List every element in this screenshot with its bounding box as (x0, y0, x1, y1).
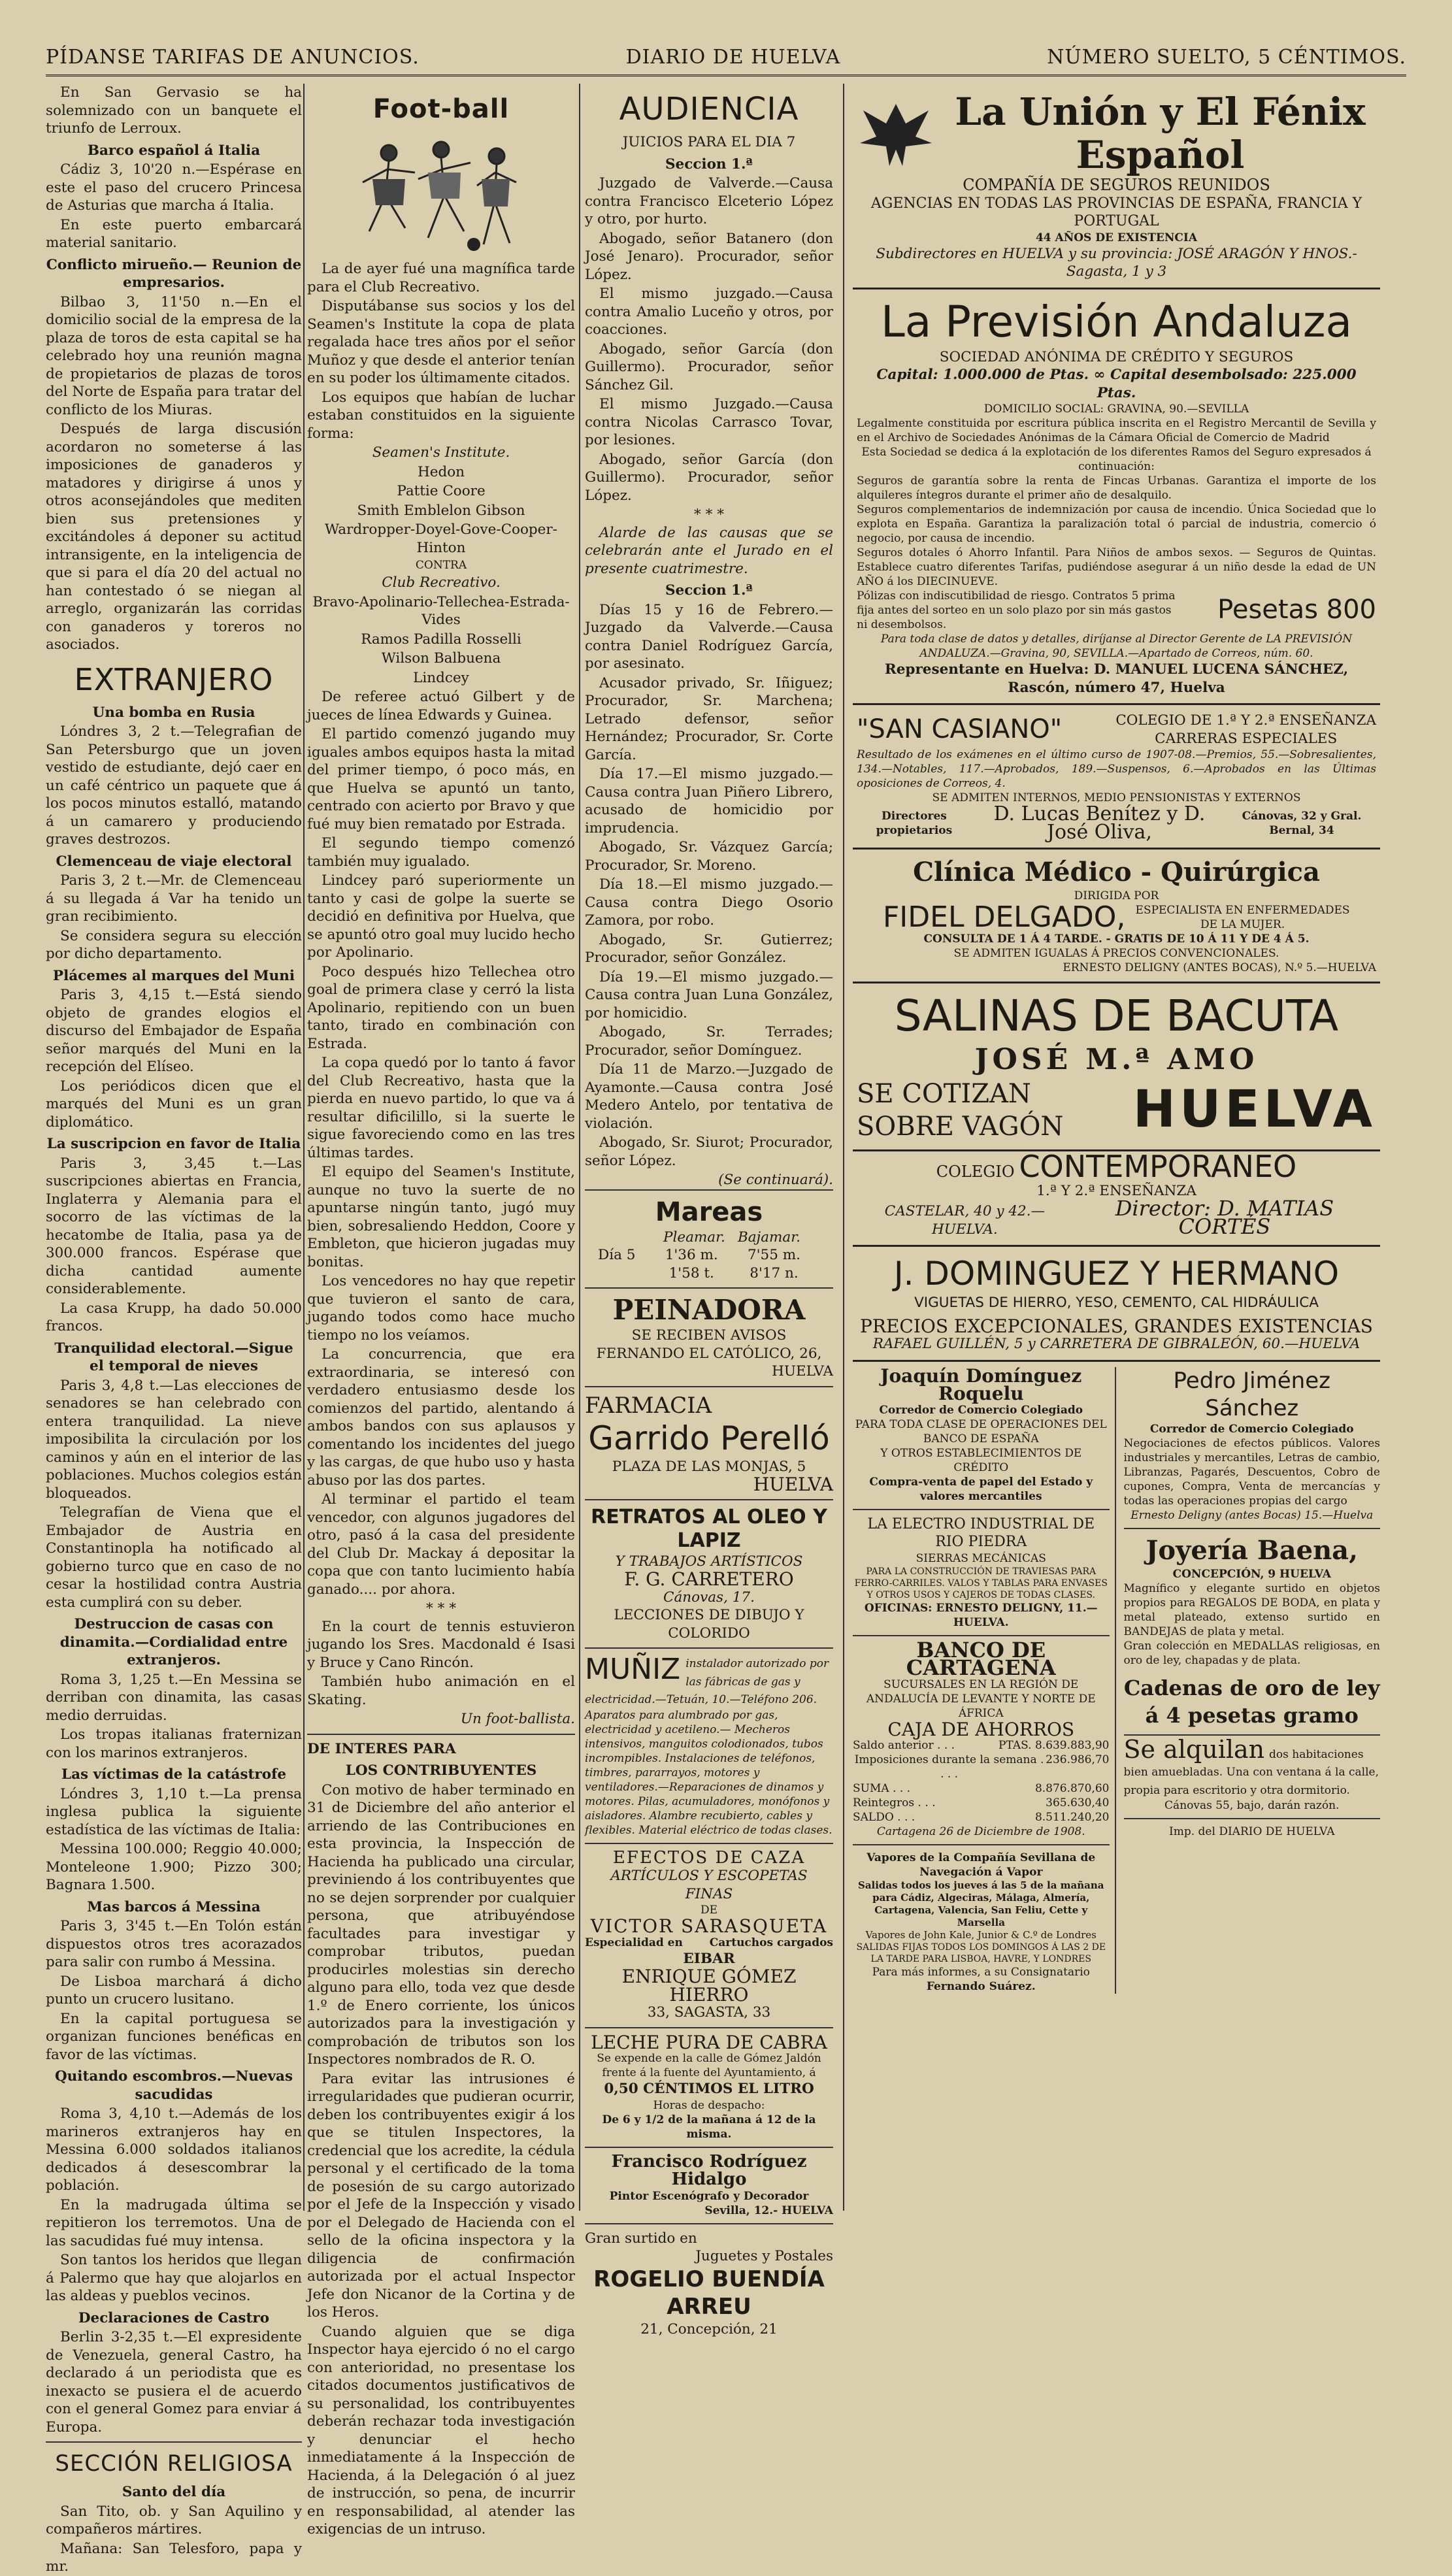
tides-row (585, 1246, 833, 1282)
article-text: Al terminar el partido el team vencedor, con algunos jugadores del otro, pasó á la casa del presidente del Club Dr. Mackay á depositar la copa que con tanto lucimiento había ganado.... por ahora. (307, 1491, 575, 1598)
ad-title: Joaquín Domínguez Roquelu (880, 1364, 1082, 1404)
ad-text: PARA LA CONSTRUCCIÓN DE TRAVIESAS PARA FERRO-CARRILES. VALOS Y TABLAS PARA ENVASES Y OTROS USOS Y CAJEROS DE TODAS CLASES. (854, 1566, 1108, 1600)
article-text: Día 17.—El mismo juzgado.—Causa contra Juan Piñero Librero, acusado de homicidio por imprudencia. (585, 766, 833, 836)
article-text: En San Gervasio se ha solemnizado con un banquete el triunfo de Lerroux. (46, 84, 302, 137)
headline: Seccion 1.ª (665, 582, 753, 599)
ad-title: Garrido Perelló (588, 1419, 830, 1457)
article-text: Acusador privado, Sr. Iñiguez; Procurador, Sr. Marchena; Letrado defensor, señor Hernández; Procurador, Sr. Corte García. (585, 674, 833, 763)
ledger-value: PTAS. 8.639.883,90 (998, 1739, 1110, 1752)
bajamar-pm: 8'17 n. (750, 1264, 799, 1281)
article-text: Paris 3, 4,8 t.—Las elecciones de senadores se han celebrado con entera tranquilidad. La nieve imposibilita la circulación por los caminos y aún en el interior de las poblaciones. Muchos colegios están bloqueados. (46, 1377, 302, 1502)
team-line: Wilson Balbuena (381, 650, 501, 667)
printer-credit: Imp. del DIARIO DE HUELVA (1169, 1825, 1335, 1838)
article-text: Los periódicos dicen que el marqués del Muni es un gran diplomático. (46, 1078, 302, 1131)
ad-text: Representante en Huelva: D. MANUEL LUCENA SÁNCHEZ, Rascón, número 47, Huelva (884, 661, 1349, 696)
headline: Una bomba en Rusia (92, 704, 256, 721)
ad-text: Cartagena 26 de Diciembre de 1908. (876, 1825, 1085, 1838)
article-text: Paris 3, 3,45 t.—Las suscripciones abiertas en Francia, Inglaterra y Alemania para el socorro de las víctimas de la hecatombe de Italia, pasa ya de 300.000 francos. Espérase que dicha cantidad aumente considerablemente. (46, 1155, 302, 1297)
article-text: Día 19.—El mismo juzgado.—Causa contra Juan Luna González, por homicidio. (585, 968, 833, 1021)
headline: Destruccion de casas con dinamita.—Cordialidad entre extranjeros. (59, 1616, 288, 1668)
section-title-extranjero: EXTRANJERO (74, 661, 274, 697)
ad-text: Sevilla, 12.- HUELVA (704, 2204, 833, 2217)
ad-text: PARA TODA CLASE DE OPERACIONES DEL BANCO DE ESPAÑA (855, 1417, 1107, 1445)
ad-title: JOSÉ M.ª AMO (974, 1043, 1259, 1076)
ad-text: Director: D. MATIAS CORTÉS (1115, 1196, 1334, 1239)
article-text: La concurrencia, que era extraordinaria, se interesó con verdadero entusiasmo desde los comienzos del partido, alentando á ambos bandos con sus aplausos y comentando los incidentes del juego y las cargas, de que hubo uso y hasta abuso por las dos partes. (307, 1346, 575, 1489)
article-text: Los tropas italianas fraternizan con los marinos extranjeros. (46, 1726, 302, 1761)
section-title-audiencia: AUDIENCIA (619, 91, 799, 127)
article-text: Cuando alguien que se diga Inspector haya ejercido ó no el cargo con anterioridad, no presentase los citados documentos justificativos de su personalidad, los contribuyentes deberán rechazar toda investigación y denunciar el hecho inmediatamente á la Inspección de Hacienda, á la Delegación ó al juez de instrucción, so pena, de incurrir en responsabilidad, al atender las exigencias de un intruso. (307, 2323, 575, 2537)
ad-text: Para toda clase de datos y detalles, diríjanse al Director Gerente de LA PREVISIÓN ANDALUZA.—Gravina, 90, SEVILLA.—Apartado de Correos, núm. 60. (880, 633, 1353, 660)
ad-text: Ernesto Deligny (antes Bocas) 15.—Huelva (1130, 1508, 1374, 1522)
ad-dominguez (853, 1245, 1380, 1360)
article-text: Roma 3, 1,25 t.—En Messina se derriban con dinamita, las casas medio derruidas. (46, 1671, 302, 1724)
ad-text: CASTELAR, 40 y 42.—HUELVA. (884, 1203, 1046, 1238)
article-text: El mismo juzgado.—Causa contra Amalio Luceño y otros, por coacciones. (585, 286, 833, 338)
headline: Mas barcos á Messina (87, 1898, 261, 1915)
ad-title: "SAN CASIANO" (857, 714, 1063, 744)
ad-text: Cánovas, 17. (663, 1589, 755, 1606)
ad-text: VIGUETAS DE HIERRO, YESO, CEMENTO, CAL HIDRÁULICA (914, 1295, 1319, 1311)
ledger-label: SUMA . . . (853, 1782, 911, 1795)
ads-right (1124, 1367, 1381, 1994)
ad-leche (585, 2027, 833, 2147)
headline: Seccion 1.ª (665, 156, 753, 173)
ad-text: FERNANDO EL CATÓLICO, 26, (596, 1345, 822, 1362)
headline: La suscripcion en favor de Italia (46, 1136, 301, 1152)
ad-title: RETRATOS AL OLEO Y LAPIZ (591, 1505, 827, 1552)
ad-text: Seguros dotales ó Ahorro Infantil. Para Niños de ambos sexos. — Seguros de Quintas. Establece cuatro diferentes Tarifas, pudiéndose asegurar á un niño desde la edad de UN AÑO á los DIECINUEVE. (857, 546, 1376, 588)
article-text: San Tito, ob. y San Aquilino y compañeros mártires. (46, 2503, 302, 2537)
article-text: También hubo animación en el Skating. (307, 1674, 575, 1708)
article-text: El equipo del Seamen's Institute, aunque no tuvo la suerte de no apuntarse ningún tanto, jugó muy bien, sobresaliendo Heddon, Coore y Embleton, que hicieron jugadas muy bonitas. (307, 1164, 575, 1270)
ads-left (853, 1364, 1116, 1994)
ledger-label: Imposiciones durante la semana . . . . (854, 1753, 1044, 1781)
tides-header (585, 1229, 833, 1247)
ad-text: Se expende en la calle de Gómez Jaldón frente á la fuente del Ayuntamiento, á (597, 2052, 821, 2079)
ad-text: Corredor de Comercio Colegiado (1149, 1422, 1354, 1436)
ad-text: F. G. CARRETERO (624, 1568, 794, 1590)
ad-text: Especialidad en (585, 1936, 683, 1949)
ad-text: CONCEPCIÓN, 9 HUELVA (1172, 1567, 1331, 1581)
ad-text: COLEGIO DE 1.ª Y 2.ª ENSEÑANZA (1115, 712, 1376, 729)
headline: Clemenceau de viaje electoral (56, 853, 292, 870)
ad-text: SOCIEDAD ANÓNIMA DE CRÉDITO Y SEGUROS (939, 348, 1294, 365)
ad-farmacia (585, 1386, 833, 1499)
ad-text: Juguetes y Postales (695, 2248, 833, 2264)
ad-text: Corredor de Comercio Colegiado (879, 1403, 1083, 1417)
article-text: Paris 3, 2 t.—Mr. de Clemenceau á su llegada á Var ha tenido un gran recibimiento. (46, 872, 302, 925)
ad-title: Clínica Médico - Quirúrgica (913, 857, 1320, 887)
column-3 (585, 84, 833, 2337)
ad-price: Pesetas 800 (1217, 595, 1376, 625)
ad-text: RAFAEL GUILLÉN, 5 y CARRETERA DE GIBRALEÓN, 60.—HUELVA (872, 1336, 1361, 1352)
football-players-illustration (343, 133, 539, 257)
article-text: En este puerto embarcará material sanitario. (46, 216, 302, 251)
ad-san-casiano (853, 703, 1380, 848)
article-text: Los equipos que habían de luchar estaban constituidos en la siguiente forma: (307, 389, 575, 442)
ad-text: 44 AÑOS DE EXISTENCIA (1035, 231, 1198, 244)
article-text: Abogado, Sr. Terrades; Procurador, señor Domínguez. (585, 1024, 833, 1059)
headline: LOS CONTRIBUYENTES (345, 1762, 537, 1779)
section-title-football: Foot-ball (372, 94, 510, 124)
section-title-religiosa: SECCIÓN RELIGIOSA (55, 2451, 293, 2477)
ledger-label: Reintegros . . . (853, 1796, 936, 1809)
header-left: PÍDANSE TARIFAS DE ANUNCIOS. (46, 45, 420, 69)
ad-text: Cánovas 55, bajo, darán razón. (1164, 1799, 1340, 1812)
asterism: * * * (426, 1600, 456, 1617)
ledger-value: 365.630,40 (1046, 1796, 1110, 1809)
article-text: Los vencedores no hay que repetir que tuvieron el santo de cara, jugando todos como hace mucho tiempo no los veíamos. (307, 1273, 575, 1344)
ad-text: SE COTIZAN (857, 1079, 1031, 1109)
article-text: Abogado, Sr. Siurot; Procurador, señor López. (585, 1134, 833, 1169)
ad-text: SOBRE VAGÓN (857, 1112, 1064, 1142)
ad-text: PLAZA DE LAS MONJAS, 5 (612, 1458, 806, 1475)
ad-text: EIBAR (683, 1950, 735, 1967)
signature: Un foot-ballista. (460, 1711, 575, 1727)
ad-text: CONSULTA DE 1 Á 4 TARDE. - GRATIS DE 10 Á 11 Y DE 4 Á 5. (923, 933, 1310, 946)
divider (1124, 1528, 1381, 1529)
divider (307, 1734, 575, 1735)
article-text: Día 11 de Marzo.—Juzgado de Ayamonte.—Causa contra José Medero Antelo, por tentativa de violación. (585, 1061, 833, 1132)
headline: Tranquilidad electoral.—Sigue el temporal de nieves (54, 1340, 293, 1374)
ad-title: MUÑIZ (585, 1653, 681, 1686)
ad-clinica (853, 848, 1380, 982)
headline: Plácemes al marques del Muni (52, 967, 295, 984)
ad-text: Seguros de garantía sobre la renta de Fincas Urbanas. Garantiza el importe de los alquileres íntegros durante el primer año de desalquilo. (857, 474, 1376, 502)
ad-text: Salidas todos los jueves á las 5 de la mañana para Cádiz, Algeciras, Málaga, Almería, Cartagena, Valencia, San Feliu, Cette y Marsella (857, 1879, 1104, 1928)
asterism: * * * (694, 506, 724, 523)
team-line: Lindcey (413, 669, 469, 686)
ad-title: LECHE PURA DE CABRA (591, 2031, 827, 2053)
ad-muniz (585, 1647, 833, 1843)
ad-prevision (853, 288, 1380, 704)
article-text: Después de larga discusión acordaron no someterse á las imposiciones de ganaderos y matadores y dirigirse á unos y otros aconsejándoles que mediten bien sus pretensiones y excitándoles á deponer su actitud intransigente, en la inteligencia de que si para el día 20 del actual no han contestado ó se niegan al arreglo, organizarán las corridas con ganaderos y toreros no asociados. (46, 421, 302, 653)
ad-title: CONTEMPORANEO (1019, 1149, 1297, 1184)
article-text: La de ayer fué una magnífica tarde para el Club Recreativo. (307, 261, 575, 295)
team-line: Smith Emblelon Gibson (357, 502, 525, 519)
ad-text: De 6 y 1/2 de la mañana á 12 de la misma. (602, 2113, 816, 2141)
headline: JUICIOS PARA EL DIA 7 (622, 134, 796, 150)
article-text: Mañana: San Telesforo, papa y mr. (46, 2540, 302, 2575)
ad-text: COLEGIO (936, 1163, 1015, 1181)
ad-text: Y TRABAJOS ARTÍSTICOS (615, 1553, 803, 1570)
ad-title: Vapores de la Compañía Sevillana de Navegación á Vapor (866, 1851, 1096, 1879)
column-2 (307, 84, 575, 2537)
column-rule (303, 84, 305, 2211)
ad-title: La Unión y El Fénix Español (955, 90, 1366, 177)
ad-text: DE (700, 1904, 718, 1917)
team-name: Club Recreativo. (382, 574, 501, 591)
ad-text: Magnífico y elegante surtido en objetos propios para REGALOS DE BODA, en plata y metal plateado, extenso surtido en BANDEJAS de plata y metal. (1123, 1581, 1380, 1638)
ad-title: J. DOMINGUEZ Y HERMANO (893, 1255, 1340, 1293)
team-line: Wardropper-Doyel-Gove-Cooper-Hinton (325, 521, 557, 556)
ad-text: Pintor Escenógrafo y Decorador (609, 2189, 809, 2203)
ad-title: ROGELIO BUENDÍA ARREU (593, 2266, 825, 2320)
ad-text: Subdirectores en HUELVA y su provincia: JOSÉ ARAGÓN Y HNOS.-Sagasta, 1 y 3 (876, 245, 1357, 280)
ad-text: Cartuchos cargados (709, 1936, 833, 1949)
ad-juguetes (585, 2223, 833, 2344)
ad-text: Esta Sociedad se dedica á la explotación de los diferentes Ramos del Seguro expresados á continuación: (861, 446, 1372, 473)
ad-text: ENRIQUE GÓMEZ HIERRO (621, 1966, 797, 2006)
ad-text: Fernando Suárez. (926, 1980, 1036, 1993)
article-text: Cádiz 3, 10'20 n.—Espérase en este el paso del crucero Princesa de Asturias que marcha á Italia. (46, 161, 302, 214)
ad-text: HUELVA (772, 1363, 833, 1379)
ad-text: Capital: 1.000.000 de Ptas. ∞ Capital desembolsado: 225.000 Ptas. (876, 367, 1357, 401)
ad-title: HUELVA (1132, 1080, 1376, 1140)
divider (853, 1635, 1110, 1636)
article-text: Días 15 y 16 de Febrero.—Juzgado da Valverde.—Causa contra Daniel Rodríguez García, por asesinato. (585, 601, 833, 672)
divider (853, 1844, 1110, 1845)
ad-title: Se alquilan (1123, 1734, 1265, 1764)
headline: DE INTERES PARA (307, 1740, 456, 1757)
tides-day: Día 5 (598, 1247, 636, 1263)
article-text: Lóndres 3, 1,10 t.—La prensa inglesa publica la siguiente estadística de las víctimas de Italia: (46, 1785, 302, 1838)
ad-text: OFICINAS: ERNESTO DELIGNY, 11.—HUELVA. (864, 1601, 1098, 1629)
divider (46, 2441, 302, 2443)
article-text: Abogado, señor García (don Guillermo). Procurador, señor Sánchez Gil. (585, 340, 833, 393)
ad-text: ESPECIALISTA EN ENFERMEDADES DE LA MUJER. (1135, 904, 1350, 931)
article-text: Se considera segura su elección por dicho departamento. (46, 927, 302, 962)
pleamar-label: Pleamar. (663, 1229, 725, 1246)
article-text: De referee actuó Gilbert y de jueces de línea Edwards y Guinea. (307, 689, 575, 723)
team-line: Pattie Coore (397, 483, 486, 499)
ad-text: SE ADMITEN INTERNOS, MEDIO PENSIONISTAS Y EXTERNOS (932, 791, 1301, 804)
ad-text: Compra-venta de papel del Estado y valores mercantiles (869, 1475, 1093, 1503)
ad-text: Cánovas, 32 y Gral. Bernal, 34 (1242, 809, 1362, 837)
team-line: Ramos Padilla Rosselli (361, 631, 521, 648)
ad-title: La Previsión Andaluza (880, 296, 1352, 347)
bajamar-label: Bajamar. (737, 1229, 800, 1246)
header-right: NÚMERO SUELTO, 5 CÉNTIMOS. (1047, 45, 1406, 69)
ad-text: Para más informes, a su Consignatario (872, 1966, 1090, 1979)
article-text: Lindcey paró superiormente un tanto y casi de golpe la suerte se decidió en definitiva por Huelva, que se apuntó otro goal muy lucido hecho por Apolinario. (307, 872, 575, 961)
ad-title: EFECTOS DE CAZA (612, 1847, 806, 1868)
article-text: Día 18.—El mismo juzgado.—Causa contra Diego Osorio Zamora, por robo. (585, 876, 833, 929)
ad-text: Seguros complementarios de indemnización por causa de incendio. Única Sociedad que lo explota en España. Garantiza la paralización total ó parcial de industria, comercio ó negocio, por causa de incendio. (857, 503, 1376, 545)
ad-text: DIRIGIDA POR (1074, 889, 1159, 902)
team-line: Bravo-Apolinario-Tellechea-Estrada-Vides (312, 593, 570, 628)
article-text: Abogado, Sr. Vázquez García; Procurador, Sr. Moreno. (585, 839, 833, 874)
article-text: El segundo tiempo comenzó también muy igualado. (307, 835, 575, 870)
article-text: Poco después hizo Tellechea otro goal de primera clase y cerró la lista Apolinario, repitiendo con un buen tanto, tirado en combinación con Estrada. (307, 963, 575, 1052)
article-text: Abogado, señor García (don Guillermo). Procurador, señor López. (585, 451, 833, 504)
ad-text: Vapores de John Kale, Junior & C.º de Londres (865, 1929, 1097, 1941)
article-text: Roma 3, 4,10 t.—Además de los marineros extranjeros hay en Messina 6.000 soldados italianos dedicados á desescombrar la población. (46, 2105, 302, 2194)
ad-union-fenix (853, 84, 1380, 288)
article-text: En la madrugada última se repitieron los terremotos. Una de las sacudidas fué muy intensa. (46, 2196, 302, 2249)
ad-title: FIDEL DELGADO, (883, 900, 1126, 934)
ad-title: PEINADORA (612, 1294, 806, 1326)
article-text: El mismo Juzgado.—Causa contra Nicolas Carrasco Tovar, por lesiones. (585, 396, 833, 448)
article-text: Para evitar las intrusiones é irregularidades que pudieran ocurrir, deben los contribuyentes exigir á los que se titulen Inspectores, la credencial que los acredite, la cédula personal y el certificado de la toma de posesión de su cargo autorizado por el Jefe de la Inspección y visado por el Delegado de Hacienda con el sello de la oficina inspectora y la diligencia de confirmación autorizada por el actual Inspector Jefe don Nicanor de la Cortina y de los Heros. (307, 2070, 575, 2320)
ledger-value: 8.511.240,20 (1034, 1811, 1110, 1824)
ledger-label: Saldo anterior . . . (853, 1739, 955, 1752)
article-text: Abogado, Sr. Gutierrez; Procurador, señor González. (585, 931, 833, 966)
ad-text: SIERRAS MECÁNICAS (916, 1551, 1046, 1565)
ad-text: PRECIOS EXCEPCIONALES, GRANDES EXISTENCIAS (860, 1315, 1373, 1337)
article-text: En la court de tennis estuvieron jugando los Sres. Macdonald é Isasi y Bruce y Cano Rincón. (307, 1618, 575, 1671)
ad-text: DOMICILIO SOCIAL: GRAVINA, 90.—SEVILLA (983, 403, 1249, 416)
ad-text: CAJA DE AHORROS (887, 1718, 1075, 1740)
header-center: DIARIO DE HUELVA (625, 45, 841, 69)
ad-contemporaneo (853, 1149, 1380, 1245)
article-text: Abogado, señor Batanero (don José Jenaro). Procurador, señor López. (585, 230, 833, 283)
phoenix-icon (857, 97, 935, 169)
ad-text: Gran colección en MEDALLAS religiosas, en oro de ley, chapadas y de plata. (1123, 1639, 1380, 1667)
article-text: Paris 3, 3'45 t.—En Tolón están dispuestos otros tres acorazados para salir con rumbo á Messina. (46, 1918, 302, 1970)
headline: Las víctimas de la catástrofe (61, 1766, 287, 1783)
article-text: Juzgado de Valverde.—Causa contra Francisco Elceterio López y otro, por hurto. (585, 175, 833, 227)
article-text: Con motivo de haber terminado en 31 de Diciembre del año anterior el arriendo de las Contribuciones en esta provincia, la Inspección de Hacienda ha publicado una circular, previniendo á los contribuyentes que no se dejen sorprender por cualquier persona, que atribuyéndose facultades para investigar y comprobar tributos, puedan producirles molestias sin derecho alguno para ello, toda vez que desde 1.º de Enero corriente, los únicos autorizados para la investigación y comprobación de tributos son los Inspectores nombrados de R. O. (307, 1781, 575, 2068)
ad-title: Cadenas de oro de ley á 4 pesetas gramo (1123, 1675, 1380, 1728)
headline: Conflicto mirueño.— Reunion de empresarios. (46, 256, 302, 291)
ad-text: 21, Concepción, 21 (640, 2320, 778, 2337)
article-text: La casa Krupp, ha dado 50.000 francos. (46, 1300, 302, 1334)
ad-efectos (585, 1843, 833, 2027)
headline: Barco español á Italia (87, 142, 261, 159)
ad-text: SE RECIBEN AVISOS (631, 1327, 787, 1344)
ad-text: Aparatos para alumbrado por gas, electricidad y acetileno.— Mecheros intensivos, manguitos colodionados, tubos incrompibles. Instalaciones de teléfonos, timbres, pararrayos, motores y ventiladores.—Reparaciones de dinamos y motores. Pilas, acumuladores, monófonos y aisladores. Alambre recubierto, cables y flexibles. Material eléctrico de todas clases. (585, 1708, 833, 1837)
ad-text: LECCIONES DE DIBUJO Y COLORIDO (614, 1607, 804, 1642)
ad-text: CARRERAS ESPECIALES (1155, 730, 1338, 747)
ad-text: AGENCIAS EN TODAS LAS PROVINCIAS DE ESPAÑA, FRANCIA Y PORTUGAL (870, 195, 1362, 229)
ad-peinadora (585, 1287, 833, 1386)
ad-text: Horas de despacho: (653, 2098, 765, 2112)
ad-text: Directores propietarios (876, 809, 953, 837)
masthead (46, 39, 1406, 76)
tides-title: Mareas (655, 1197, 763, 1227)
article-text: Son tantos los heridos que llegan á Palermo que hay que alojarlos en las aldeas y pueblos vecinos. (46, 2252, 302, 2304)
ad-text: 0,50 CÉNTIMOS EL LITRO (604, 2081, 814, 2097)
ad-text: VICTOR SARASQUETA (590, 1915, 828, 1937)
divider (1124, 1818, 1381, 1819)
team-name: Seamen's Institute. (372, 444, 510, 461)
ad-text: SALIDAS FIJAS TODOS LOS DOMINGOS Á LAS 2 DE LA TARDE PARA LISBOA, HAVRE, Y LONDRES (856, 1942, 1106, 1964)
ad-text: dos habitaciones bien amuebladas. Una con ventana á la calle, propia para escritorio y otra dormitorio. (1123, 1747, 1379, 1797)
ad-text: HUELVA (753, 1474, 833, 1495)
headline: Declaraciones de Castro (78, 2309, 270, 2326)
ad-retratos (585, 1499, 833, 1648)
tides-box (585, 1189, 833, 1288)
article-text: Alarde de las causas que se celebrarán ante el Jurado en el presente cuatrimestre. (585, 524, 833, 577)
article-text: Lóndres 3, 2 t.—Telegrafian de San Petersburgo que un joven vestido de estudiante, dejó caer en un café céntrico un paquete que á los pocos minutos estalló, matando á un camarero y produciendo graves destrozos. (46, 723, 302, 848)
ad-text: Resultado de los exámenes en el último curso de 1907-08.—Premios, 55.—Sobresalientes, 134.—Notables, 117.—Aprobados, 189.—Suspensos, 6.—Aprobados en las Últimas oposiciones de Correos, 4. (857, 748, 1376, 790)
ad-text: Negociaciones de efectos públicos. Valores industriales y mercantiles, Letras de cambio, Libranzas, Pagarés, Descuentos, Cobro de cupones, Compra, Venta de mercancías y todas las operaciones propias del cargo (1123, 1436, 1380, 1508)
ad-title: Joyería Baena, (1146, 1534, 1358, 1566)
column-4 (853, 84, 1380, 2211)
ad-title: Francisco Rodríguez Hidalgo (611, 2151, 807, 2189)
article-text: Paris 3, 4,15 t.—Está siendo objeto de grandes elogios el discurso del Embajador de España señor marqués del Muni en la recepción del Elíseo. (46, 987, 302, 1075)
ad-title: FARMACIA (585, 1392, 712, 1419)
ad-text: D. Lucas Benítez y D. José Oliva, (993, 802, 1206, 844)
pleamar-pm: 1'58 t. (668, 1264, 714, 1281)
article-text: El partido comenzó jugando muy iguales ambos equipos hasta la mitad del primer tiempo, ó poco más, en que Huelva se apuntó un tanto, centrado con acierto por Bravo y que fué muy bien rematado por Estrada. (307, 726, 575, 833)
ledger-label: SALDO . . . (853, 1811, 916, 1824)
article-text: Telegrafían de Viena que el Embajador de Austria en Constantinopla ha notificado al gobierno turco que en caso de no cesar la hostilidad contra Austria esta cumplirá con su deber. (46, 1504, 302, 1611)
ad-title: Pedro Jiménez Sánchez (1173, 1367, 1330, 1421)
ad-text: SE ADMITEN IGUALAS Á PRECIOS CONVENCIONALES. (953, 947, 1279, 960)
ad-hidalgo (585, 2147, 833, 2223)
column-1 (46, 84, 302, 2575)
ad-text: 33, SAGASTA, 33 (647, 2004, 771, 2021)
divider (853, 1509, 1110, 1510)
ledger-value: 236.986,70 (1046, 1753, 1110, 1766)
pleamar-am: 1'36 m. (665, 1247, 718, 1263)
ad-salinas (853, 982, 1380, 1149)
ad-text: ARTÍCULOS Y ESCOPETAS FINAS (610, 1868, 808, 1902)
article-text: De Lisboa marchará á dicho punto un crucero lusitano. (46, 1973, 302, 2007)
contra-label: CONTRA (415, 559, 467, 572)
column-rule (843, 84, 844, 2211)
article-text: La copa quedó por lo tanto á favor del Club Recreativo, hasta que la pierda en nuevo partido, lo que va á resultar dificilillo, si la suerte le sigue favoreciendo como en las tres últimas tardes. (307, 1055, 575, 1161)
continuation-note: (Se continuará). (718, 1172, 833, 1188)
ad-text: instalador autorizado por las fábricas de gas y electricidad.—Tetuán, 10.—Teléfono 206. (585, 1657, 829, 1706)
ad-text: SUCURSALES EN LA REGIÓN DE ANDALUCÍA DE LEVANTE Y NORTE DE ÁFRICA (866, 1677, 1096, 1720)
ad-text: Legalmente constituida por escritura pública inscrita en el Registro Mercantil de Sevilla y en el Archivo de Sociedades Anónimas de la Cámara Oficial de Comercio de Madrid (857, 417, 1376, 444)
headline: Santo del día (122, 2484, 226, 2500)
article-text: Bilbao 3, 11'50 n.—En el domicilio social de la empresa de la plaza de toros de esta capital se ha celebrado hoy una reunión magna de propietarios de plazas de toros del Norte de España para tratar del conflicto de los Miuras. (46, 293, 302, 418)
ads-row (853, 1360, 1380, 2000)
article-text: Disputábanse sus socios y los del Seamen's Institute la copa de plata regalada hace tres años por el señor Muñoz y que desde el anterior tenían en su poder los últimamente citados. (307, 298, 575, 386)
bajamar-am: 7'55 m. (747, 1247, 800, 1263)
headline: Quitando escombros.—Nuevas sacudidas (54, 2068, 293, 2103)
article-text: Messina 100.000; Reggio 40.000; Monteleone 1.900; Pizzo 300; Bagnara 1.500. (46, 1841, 302, 1893)
ad-text: ERNESTO DELIGNY (ANTES BOCAS), N.º 5.—HUELVA (1063, 961, 1376, 974)
ad-text: 1.ª Y 2.ª ENSEÑANZA (1036, 1182, 1196, 1199)
ad-text: COMPAÑÍA DE SEGUROS REUNIDOS (963, 176, 1270, 194)
column-rule (579, 84, 580, 2211)
ad-title: LA ELECTRO INDUSTRIAL DE RIO PIEDRA (867, 1515, 1095, 1550)
ad-text: Y OTROS ESTABLECIMIENTOS DE CRÉDITO (880, 1446, 1082, 1474)
ad-title: BANCO DE CARTAGENA (906, 1637, 1056, 1680)
ad-text: Gran surtido en (585, 2230, 697, 2247)
team-line: Hedon (417, 463, 465, 480)
ad-title: SALINAS DE BACUTA (894, 991, 1339, 1041)
ad-text: Pólizas con indiscutibilidad de riesgo. Contratos 5 prima fija antes del sorteo en un solo plazo por sin más gastos ni desembolsos. (857, 589, 1176, 631)
ledger-value: 8.876.870,60 (1034, 1782, 1110, 1795)
article-text: Berlin 3-2,35 t.—El expresidente de Venezuela, general Castro, ha declarado á un periodista que es inexacto se pusiera el de acuerdo con el general Gomez para enviar á Europa. (46, 2329, 302, 2436)
article-text: En la capital portuguesa se organizan funciones benéficas en favor de las víctimas. (46, 2010, 302, 2063)
